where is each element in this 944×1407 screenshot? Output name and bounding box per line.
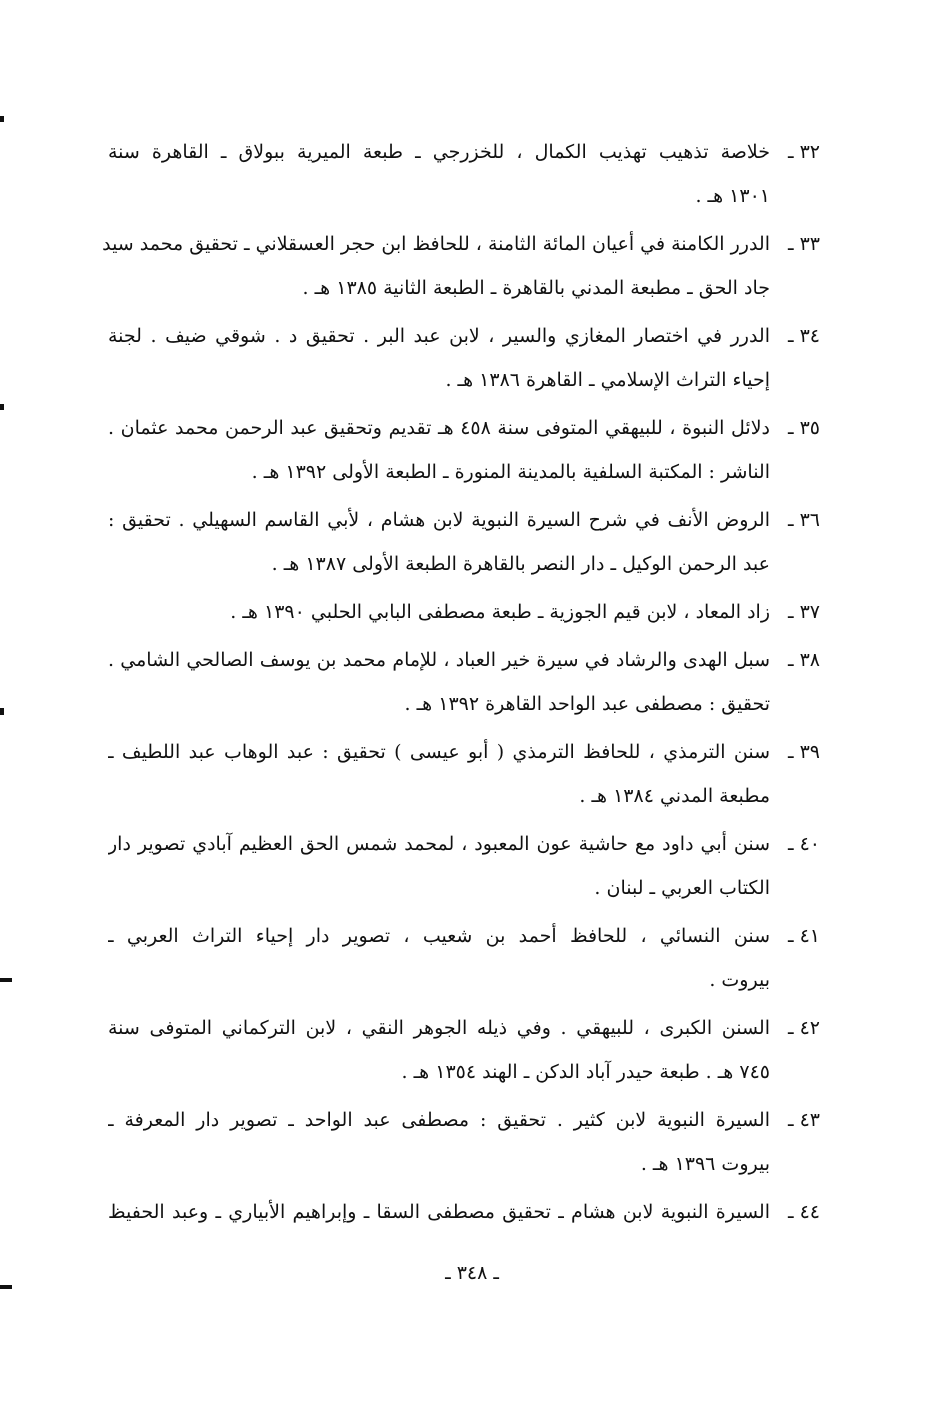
entry-line: جاد الحق ـ مطبعة المدني بالقاهرة ـ الطبعة الثانية ١٣٨٥ هـ .: [302, 277, 770, 299]
scan-mark: [0, 978, 12, 982]
entry-number: ٣٦ ـ: [787, 509, 820, 531]
entry-line: ٧٤٥ هـ . طبعة حيدر آباد الدكن ـ الهند ١٣٥٤ هـ .: [401, 1061, 770, 1083]
bibliography-entry-43: [108, 1098, 820, 1186]
entry-line: عبد الرحمن الوكيل ـ دار النصر بالقاهرة الطبعة الأولى ١٣٨٧ هـ .: [271, 553, 770, 575]
bibliography-entry-37: [108, 590, 820, 634]
entry-line: بيروت ١٣٩٦ هـ .: [640, 1153, 770, 1175]
entry-line: السيرة النبوية لابن كثير . تحقيق : مصطفى عبد الواحد ـ تصوير دار المعرفة ـ: [108, 1109, 770, 1131]
entry-number: ٤٣ ـ: [787, 1109, 820, 1131]
bibliography-entry-39: [108, 730, 820, 818]
bibliography-entry-32: [108, 130, 820, 218]
entry-line: دلائل النبوة ، للبيهقي المتوفى سنة ٤٥٨ هـ تقديم وتحقيق عبد الرحمن محمد عثمان .: [108, 417, 770, 439]
scan-mark: [0, 1285, 12, 1289]
entry-line: سنن الترمذي ، للحافظ الترمذي ( أبو عيسى ) تحقيق : عبد الوهاب عبد اللطيف ـ: [108, 741, 770, 763]
entry-line: إحياء التراث الإسلامي ـ القاهرة ١٣٨٦ هـ .: [445, 369, 770, 391]
bibliography-entry-34: [108, 314, 820, 402]
entry-line: السنن الكبرى ، للبيهقي . وفي ذيله الجوهر النقي ، لابن التركماني المتوفى سنة: [108, 1017, 770, 1039]
entry-line: ١٣٠١ هـ .: [695, 185, 770, 207]
entry-number: ٤١ ـ: [787, 925, 820, 947]
entry-number: ٣٣ ـ: [787, 233, 820, 255]
entry-line: سنن أبي داود مع حاشية عون المعبود ، لمحمد شمس الحق العظيم آبادي تصوير دار: [108, 833, 770, 855]
scan-mark: [0, 116, 4, 122]
scan-mark: [0, 404, 4, 410]
entry-number: ٣٥ ـ: [787, 417, 820, 439]
bibliography-entry-33: [102, 222, 820, 310]
entry-line: سنن النسائي ، للحافظ أحمد بن شعيب ، تصوير دار إحياء التراث العربي ـ: [108, 925, 770, 947]
entry-number: ٤٤ ـ: [787, 1201, 820, 1223]
bibliography-entry-35: [108, 406, 820, 494]
entry-line: بيروت .: [709, 969, 770, 991]
scan-mark: [0, 708, 4, 715]
entry-number: ٤٢ ـ: [787, 1017, 820, 1039]
bibliography-entry-44: [108, 1190, 820, 1234]
bibliography-entry-41: [108, 914, 820, 1002]
entry-line: الدرر في اختصار المغازي والسير ، لابن عبد البر . تحقيق د . شوقي ضيف . لجنة: [108, 325, 770, 347]
entry-line: تحقيق : مصطفى عبد الواحد القاهرة ١٣٩٢ هـ .: [404, 693, 770, 715]
entry-number: ٣٨ ـ: [787, 649, 820, 671]
bibliography-entry-36: [108, 498, 820, 586]
entry-line: مطبعة المدني ١٣٨٤ هـ .: [579, 785, 770, 807]
page-number: ـ ٣٤٨ ـ: [445, 1262, 499, 1284]
entry-line: السيرة النبوية لابن هشام ـ تحقيق مصطفى السقا ـ وإبراهيم الأبياري ـ وعبد الحفيظ: [108, 1201, 770, 1223]
entry-line: خلاصة تذهيب تهذيب الكمال ، للخزرجي ـ طبعة الميرية ببولاق ـ القاهرة سنة: [108, 141, 770, 163]
entry-number: ٣٢ ـ: [787, 141, 820, 163]
entry-line: الروض الأنف في شرح السيرة النبوية لابن هشام ، لأبي القاسم السهيلي . تحقيق :: [108, 509, 770, 531]
bibliography-entry-42: [108, 1006, 820, 1094]
entry-number: ٣٩ ـ: [787, 741, 820, 763]
entry-number: ٤٠ ـ: [787, 833, 820, 855]
entry-line: زاد المعاد ، لابن قيم الجوزية ـ طبعة مصطفى البابي الحلبي ١٣٩٠ هـ .: [230, 601, 770, 623]
entry-line: الكتاب العربي ـ لبنان .: [594, 877, 770, 899]
bibliography-entry-38: [108, 638, 820, 726]
entry-line: سبل الهدى والرشاد في سيرة خير العباد ، للإمام محمد بن يوسف الصالحي الشامي .: [108, 649, 770, 671]
entry-line: الدرر الكامنة في أعيان المائة الثامنة ، للحافظ ابن حجر العسقلاني ـ تحقيق محمد سيد: [102, 233, 770, 255]
entry-number: ٣٤ ـ: [787, 325, 820, 347]
entry-number: ٣٧ ـ: [787, 601, 820, 623]
bibliography-list: [102, 130, 820, 1238]
entry-line: الناشر : المكتبة السلفية بالمدينة المنورة ـ الطبعة الأولى ١٣٩٢ هـ .: [251, 461, 770, 483]
bibliography-entry-40: [108, 822, 820, 910]
